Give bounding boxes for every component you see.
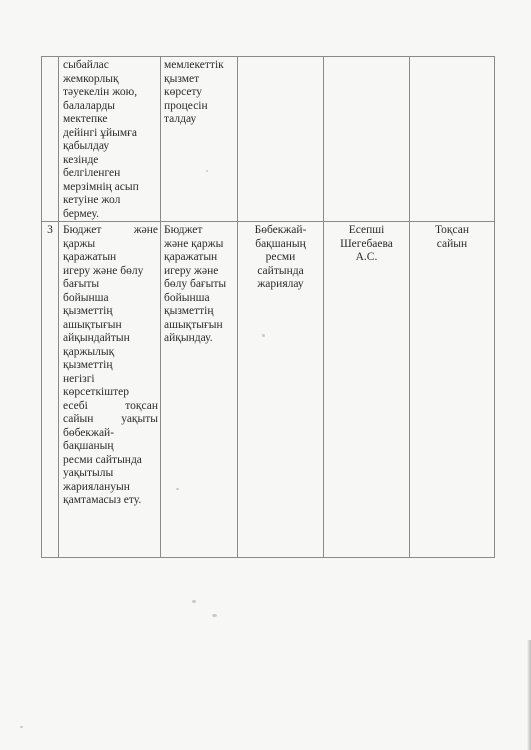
- text-line: кезінде: [63, 153, 99, 166]
- text-line: Бюджет: [164, 224, 203, 236]
- text-line: ресми сайтында: [63, 453, 142, 466]
- text-line: қаржы: [63, 237, 96, 250]
- text-line: бағыты: [63, 278, 100, 290]
- text-line: қаражатын: [164, 251, 218, 263]
- text-word: сайын: [63, 413, 94, 425]
- text-line: тәуекелін жою,: [63, 86, 138, 98]
- executor-cell: [324, 222, 410, 558]
- measure-text: [164, 224, 235, 346]
- text-line: игеру және: [164, 264, 219, 277]
- text-line: бойынша: [63, 291, 109, 304]
- text-line: ашықтығын: [63, 318, 122, 331]
- text-line: уақытылы: [63, 467, 114, 479]
- text-line: сайын: [436, 237, 468, 250]
- text-line: айқындау.: [164, 332, 213, 344]
- text-line: және қаржы: [164, 237, 224, 250]
- text-line: мерзімнің асып: [63, 180, 139, 193]
- text-line: А.С.: [355, 251, 378, 263]
- row-number-cell: [42, 57, 59, 222]
- scan-speck: [192, 600, 196, 603]
- measure-text: [164, 59, 235, 127]
- scan-speck: [206, 170, 208, 172]
- scan-shadow: [527, 640, 531, 750]
- text-word: Бюджет: [63, 224, 102, 236]
- responsible-cell: [238, 222, 324, 558]
- text-line: қабылдау: [63, 140, 110, 152]
- text-line: негізгі: [63, 372, 95, 385]
- executor-cell: [324, 57, 410, 222]
- text-line: процесін: [164, 99, 208, 112]
- text-line: жемкорлық: [63, 72, 119, 85]
- scan-speck: [176, 488, 179, 490]
- text-line: кетуіне жол: [63, 194, 121, 206]
- text-line: қызметтің: [63, 305, 113, 317]
- text-line: қамтамасыз ету.: [63, 494, 142, 506]
- text-line: сыбайлас: [63, 59, 109, 71]
- text-line: қаражатын: [63, 251, 117, 263]
- goal-text: [63, 224, 158, 508]
- text-line: жариялануын: [63, 480, 130, 493]
- text-line: бөбекжай-: [63, 426, 115, 439]
- text-line: қызметтің: [63, 359, 113, 371]
- measure-cell: [161, 222, 238, 558]
- goal-cell: [59, 222, 161, 558]
- text-line: игеру және бөлу: [63, 264, 144, 277]
- responsible-cell: [238, 57, 324, 222]
- table-row-3: [42, 222, 495, 558]
- text-line: жариялау: [257, 278, 304, 290]
- text-line: дейінгі ұйымға: [63, 126, 137, 139]
- text-line: Бөбекжай-: [254, 224, 307, 236]
- action-plan-table: [41, 56, 495, 558]
- text-line: [63, 413, 158, 427]
- text-line: бақшаның: [255, 237, 306, 250]
- text-line: Тоқсан: [434, 224, 469, 236]
- text-line: бойынша: [164, 291, 210, 304]
- text-line: көрсету: [164, 86, 203, 98]
- text-line: мемлекеттік: [164, 59, 224, 71]
- text-line: Шегебаева: [340, 237, 393, 250]
- scan-speck: [20, 726, 23, 728]
- table-row-continuation: [42, 57, 495, 222]
- text-line: қызметтің: [164, 305, 214, 317]
- text-line: сайтында: [257, 264, 304, 277]
- text-line: [63, 224, 158, 238]
- text-word: және: [133, 224, 158, 236]
- text-line: көрсеткіштер: [63, 386, 129, 398]
- text-line: Есепші: [348, 224, 385, 236]
- text-line: мектепке: [63, 113, 108, 125]
- text-line: балаларды: [63, 99, 116, 112]
- text-line: айқындайтын: [63, 332, 130, 344]
- text-line: талдау: [164, 113, 197, 125]
- text-line: [63, 400, 158, 414]
- scan-speck: [262, 334, 265, 337]
- text-line: бақшаның: [63, 440, 114, 452]
- goal-text: [63, 59, 158, 221]
- text-line: ресми: [265, 251, 296, 263]
- deadline-text: [410, 224, 494, 251]
- text-word: уақыты: [121, 413, 158, 425]
- text-word: тоқсан: [125, 399, 158, 412]
- text-line: белгіленген: [63, 167, 121, 179]
- scan-speck: [212, 614, 217, 617]
- text-line: бөлу бағыты: [164, 278, 227, 290]
- text-line: ашықтығын: [164, 318, 223, 331]
- text-line: қаржылық: [63, 345, 115, 358]
- text-line: қызмет: [164, 72, 200, 85]
- row-number-cell: 3: [42, 222, 59, 558]
- executor-text: [324, 224, 409, 265]
- deadline-cell: [410, 57, 495, 222]
- text-line: бермеу.: [63, 207, 99, 220]
- responsible-text: [238, 224, 323, 292]
- measure-cell: [161, 57, 238, 222]
- text-word: есебі: [63, 399, 88, 412]
- goal-cell: [59, 57, 161, 222]
- deadline-cell: [410, 222, 495, 558]
